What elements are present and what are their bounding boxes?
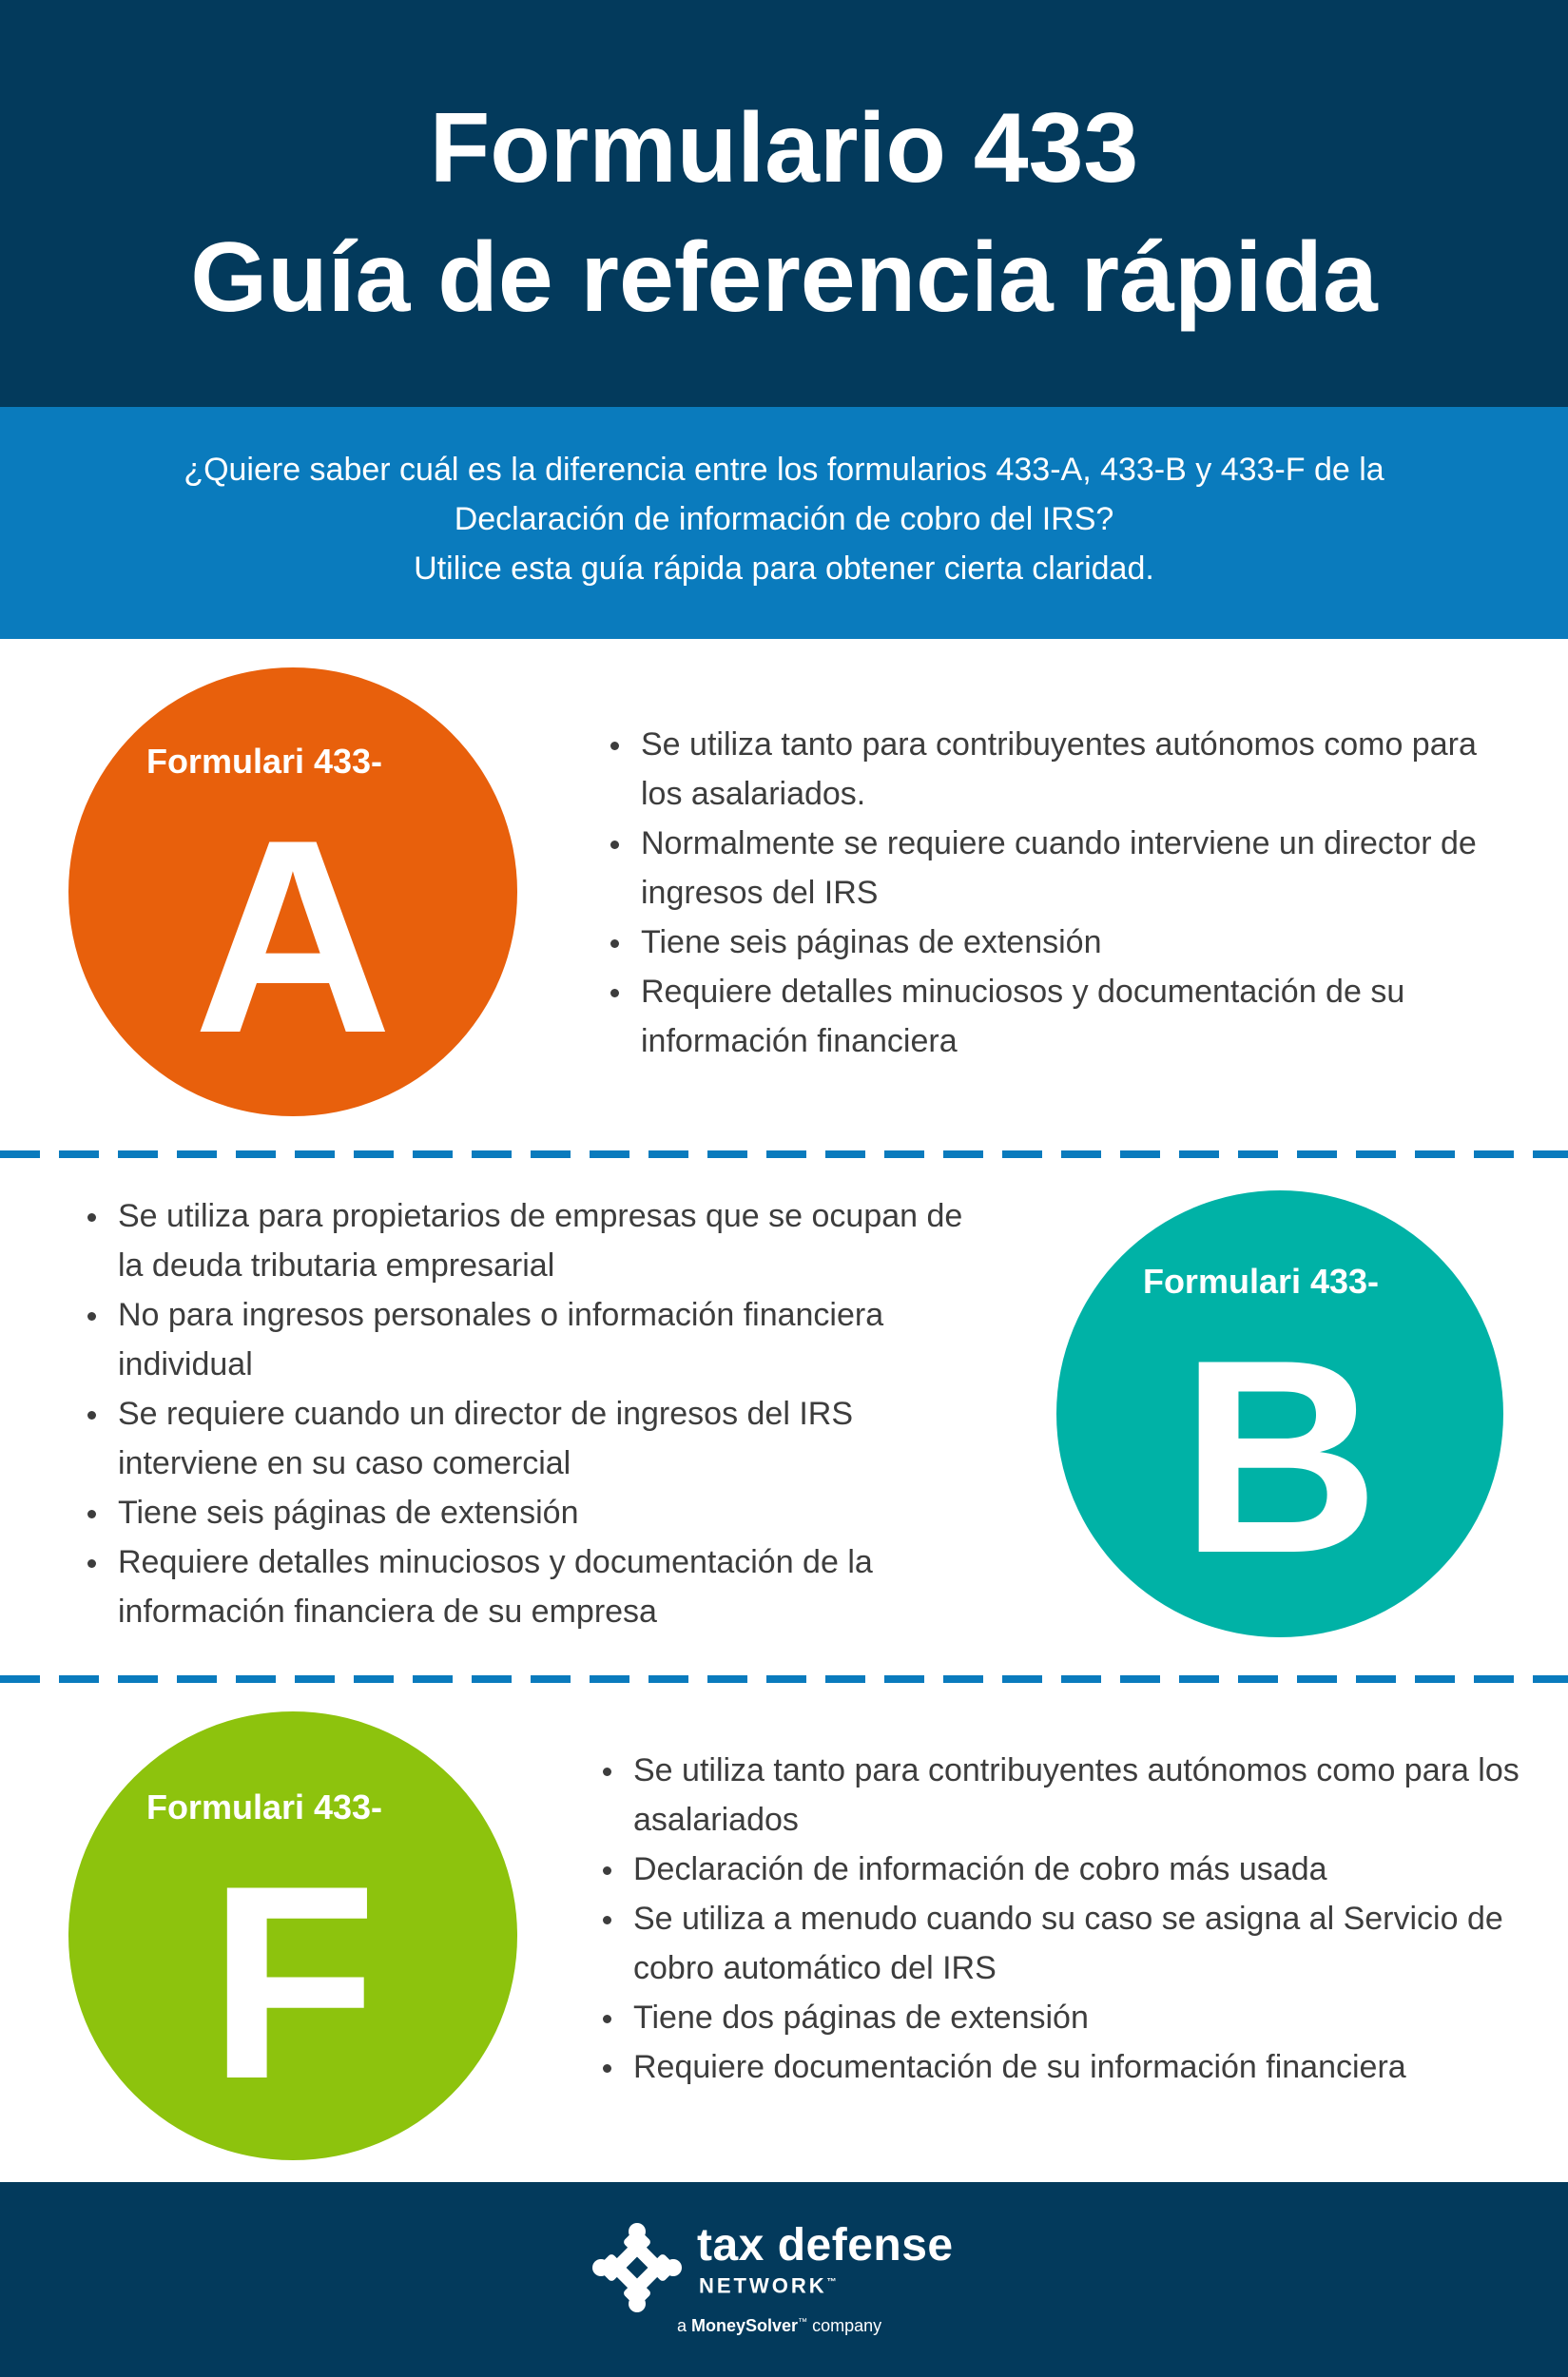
company-suffix: company: [812, 2316, 882, 2335]
form-b-badge-letter: B: [1180, 1303, 1380, 1611]
form-b-badge-label: Formulari 433-: [1142, 1262, 1380, 1301]
form-a-bullet: Se utiliza tanto para contribuyentes autónomos como para los asalariados.: [607, 720, 1520, 819]
intro-line-3: Utilice esta guía rápida para obtener cierta claridad.: [414, 551, 1154, 587]
page-title-line-2: Guía de referencia rápida: [190, 222, 1378, 333]
brand-name: tax defense: [697, 2220, 954, 2271]
form-a-bullet-list: [607, 720, 1520, 1066]
tax-defense-network-logo-icon: [590, 2220, 685, 2315]
form-b-bullet: Requiere detalles minuciosos y documentación de la información financiera de su empresa: [84, 1537, 997, 1636]
form-a-bullet: Tiene seis páginas de extensión: [607, 918, 1520, 967]
intro-line-1: ¿Quiere saber cuál es la diferencia entre los formularios 433-A, 433-B y 433-F de la: [184, 452, 1384, 488]
form-b-badge: [1056, 1190, 1503, 1637]
form-b-bullet: Se requiere cuando un director de ingresos del IRS interviene en su caso comercial: [84, 1389, 997, 1488]
form-a-badge-label: Formulari 433-: [145, 742, 383, 781]
form-b-bullet: Se utiliza para propietarios de empresas que se ocupan de la deuda tributaria empresarial: [84, 1191, 997, 1290]
company-name: MoneySolver: [691, 2316, 799, 2335]
brand-subname: [699, 2271, 837, 2298]
form-a-bullet: Requiere detalles minuciosos y documentación de su información financiera: [607, 967, 1520, 1066]
form-a-badge: [68, 667, 517, 1116]
intro-text: [57, 445, 1511, 593]
company-trademark: ™: [798, 2317, 808, 2328]
form-a-bullet: Normalmente se requiere cuando interviene un director de ingresos del IRS: [607, 819, 1520, 918]
page-title-line-1: Formulario 433: [429, 93, 1139, 203]
form-a-badge-letter: A: [193, 783, 393, 1091]
form-f-badge: [68, 1711, 517, 2160]
brand-trademark: ™: [826, 2277, 837, 2288]
form-b-bullet: Tiene seis páginas de extensión: [84, 1488, 997, 1537]
intro-line-2: Declaración de información de cobro del IRS?: [454, 501, 1114, 537]
parent-company-note: [677, 2312, 881, 2336]
form-f-badge-letter: F: [208, 1828, 377, 2136]
dashed-divider: [0, 1150, 1568, 1158]
form-b-bullet: No para ingresos personales o información financiera individual: [84, 1290, 997, 1389]
form-f-bullet: Se utiliza tanto para contribuyentes autónomos como para los asalariados: [599, 1746, 1531, 1845]
dashed-divider: [0, 1675, 1568, 1683]
company-prefix: a: [677, 2316, 687, 2335]
form-f-badge-label: Formulari 433-: [145, 1788, 383, 1826]
form-f-bullet: Declaración de información de cobro más usada: [599, 1845, 1531, 1894]
brand-network: NETWORK: [699, 2273, 827, 2298]
form-f-bullet: Se utiliza a menudo cuando su caso se asigna al Servicio de cobro automático del IRS: [599, 1894, 1531, 1993]
page-title: [0, 84, 1568, 342]
form-b-bullet-list: [84, 1191, 997, 1636]
form-f-bullet: Requiere documentación de su información financiera: [599, 2042, 1531, 2092]
form-f-bullet-list: [599, 1746, 1531, 2092]
form-f-bullet: Tiene dos páginas de extensión: [599, 1993, 1531, 2042]
